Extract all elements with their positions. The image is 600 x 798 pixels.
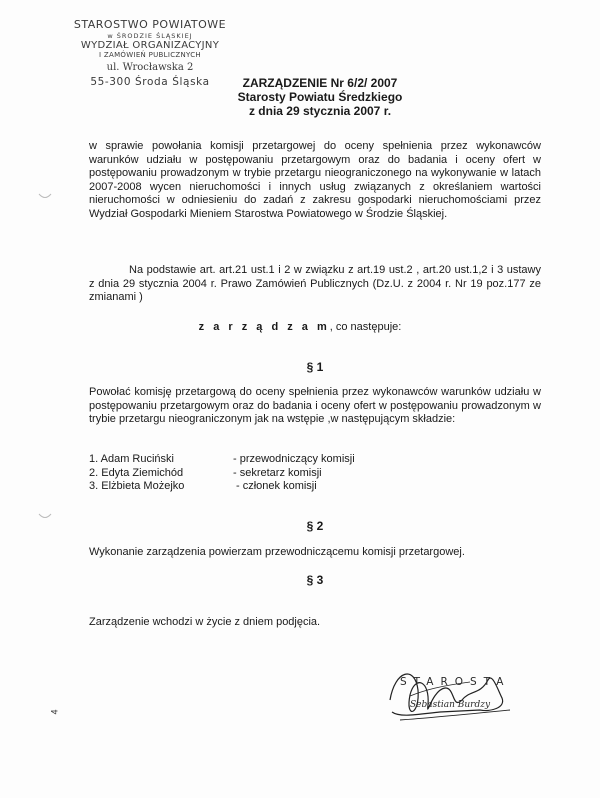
signature-name: Sebastian Burdzy — [410, 700, 491, 710]
member-role: - sekretarz komisji — [233, 466, 322, 479]
section-2-heading: § 2 — [306, 519, 324, 533]
section-1-text: Powołać komisję przetargową do oceny spełnienia przez wykonawców warunków udziału w postępowaniu przetargowym oraz do badania i oceny ofert w postępowaniu prowadzonym w trybie przetargu nieograniczonym jak na wstępie ,w następującym składzie: — [89, 386, 541, 425]
section-3-heading: § 3 — [306, 573, 324, 587]
legal-basis-paragraph: Na podstawie art. art.21 ust.1 i 2 w związku z art.19 ust.2 , art.20 ust.1,2 i 3 ustawy z dnia 29 stycznia 2004 r. Prawo Zamówień Publicznych (Dz.U. z 2004 r. Nr 19 poz.177 ze zmianami ) — [89, 264, 541, 303]
document-header — [200, 76, 440, 118]
document-title: ZARZĄDZENIE Nr 6/2/ 2007 — [242, 76, 398, 90]
section-1-heading: § 1 — [306, 360, 324, 374]
stamp-line-1: STAROSTWO POWIATOWE — [73, 18, 227, 31]
list-item — [89, 480, 355, 494]
decree-word: z a r z ą d z a m — [198, 321, 330, 333]
stamp-line-6: 55-300 Środa Śląska — [90, 76, 210, 88]
intro-paragraph: w sprawie powołania komisji przetargowej do oceny spełnienia przez wykonawców warunków udziału w postępowaniu przetargowym oraz do badania i oceny ofert w postępowaniu prowadzonym w trybie przetargu nieograniczonego na wykonywanie w latach 2007-2008 wycen nieruchomości i innych usług związanych z określaniem wartości nieruchomości w odniesieniu do zadań z zakresu gospodarki nieruchomościami przez Wydział Gospodarki Mieniem Starostwa Powiatowego w Środzie Śląskiej. — [89, 140, 541, 220]
member-name: 1. Adam Ruciński — [89, 453, 174, 465]
stamp-line-2: w ŚRODZIE ŚLĄSKIEJ — [107, 32, 193, 40]
page-number: 4 — [49, 709, 60, 715]
member-role: - przewodniczący komisji — [233, 453, 355, 465]
document-date: z dnia 29 stycznia 2007 r. — [248, 104, 392, 118]
signature-title: STAROSTA — [400, 676, 511, 688]
member-role: - członek komisji — [236, 480, 317, 492]
punch-hole-mark — [38, 512, 52, 520]
document-subtitle: Starosty Powiatu Średzkiego — [237, 90, 403, 104]
member-name: 2. Edyta Ziemichód — [89, 466, 184, 479]
stamp-line-5: ul. Wrocławska 2 — [106, 62, 194, 73]
stamp-line-3: WYDZIAŁ ORGANIZACYJNY — [80, 40, 220, 51]
list-item — [89, 467, 355, 481]
section-2-text: Wykonanie zarządzenia powierzam przewodniczącemu komisji przetargowej. — [89, 546, 465, 558]
signature-block — [370, 660, 520, 750]
committee-members-list — [89, 453, 355, 494]
member-name: 3. Elżbieta Możejko — [89, 480, 185, 492]
stamp-line-4: I ZAMÓWIEŃ PUBLICZNYCH — [99, 51, 201, 59]
decree-rest: , co następuje: — [329, 321, 402, 333]
punch-hole-mark — [38, 192, 52, 200]
list-item — [89, 453, 355, 467]
decree-line — [0, 321, 600, 333]
section-3-text: Zarządzenie wchodzi w życie z dniem podjęcia. — [89, 616, 321, 628]
